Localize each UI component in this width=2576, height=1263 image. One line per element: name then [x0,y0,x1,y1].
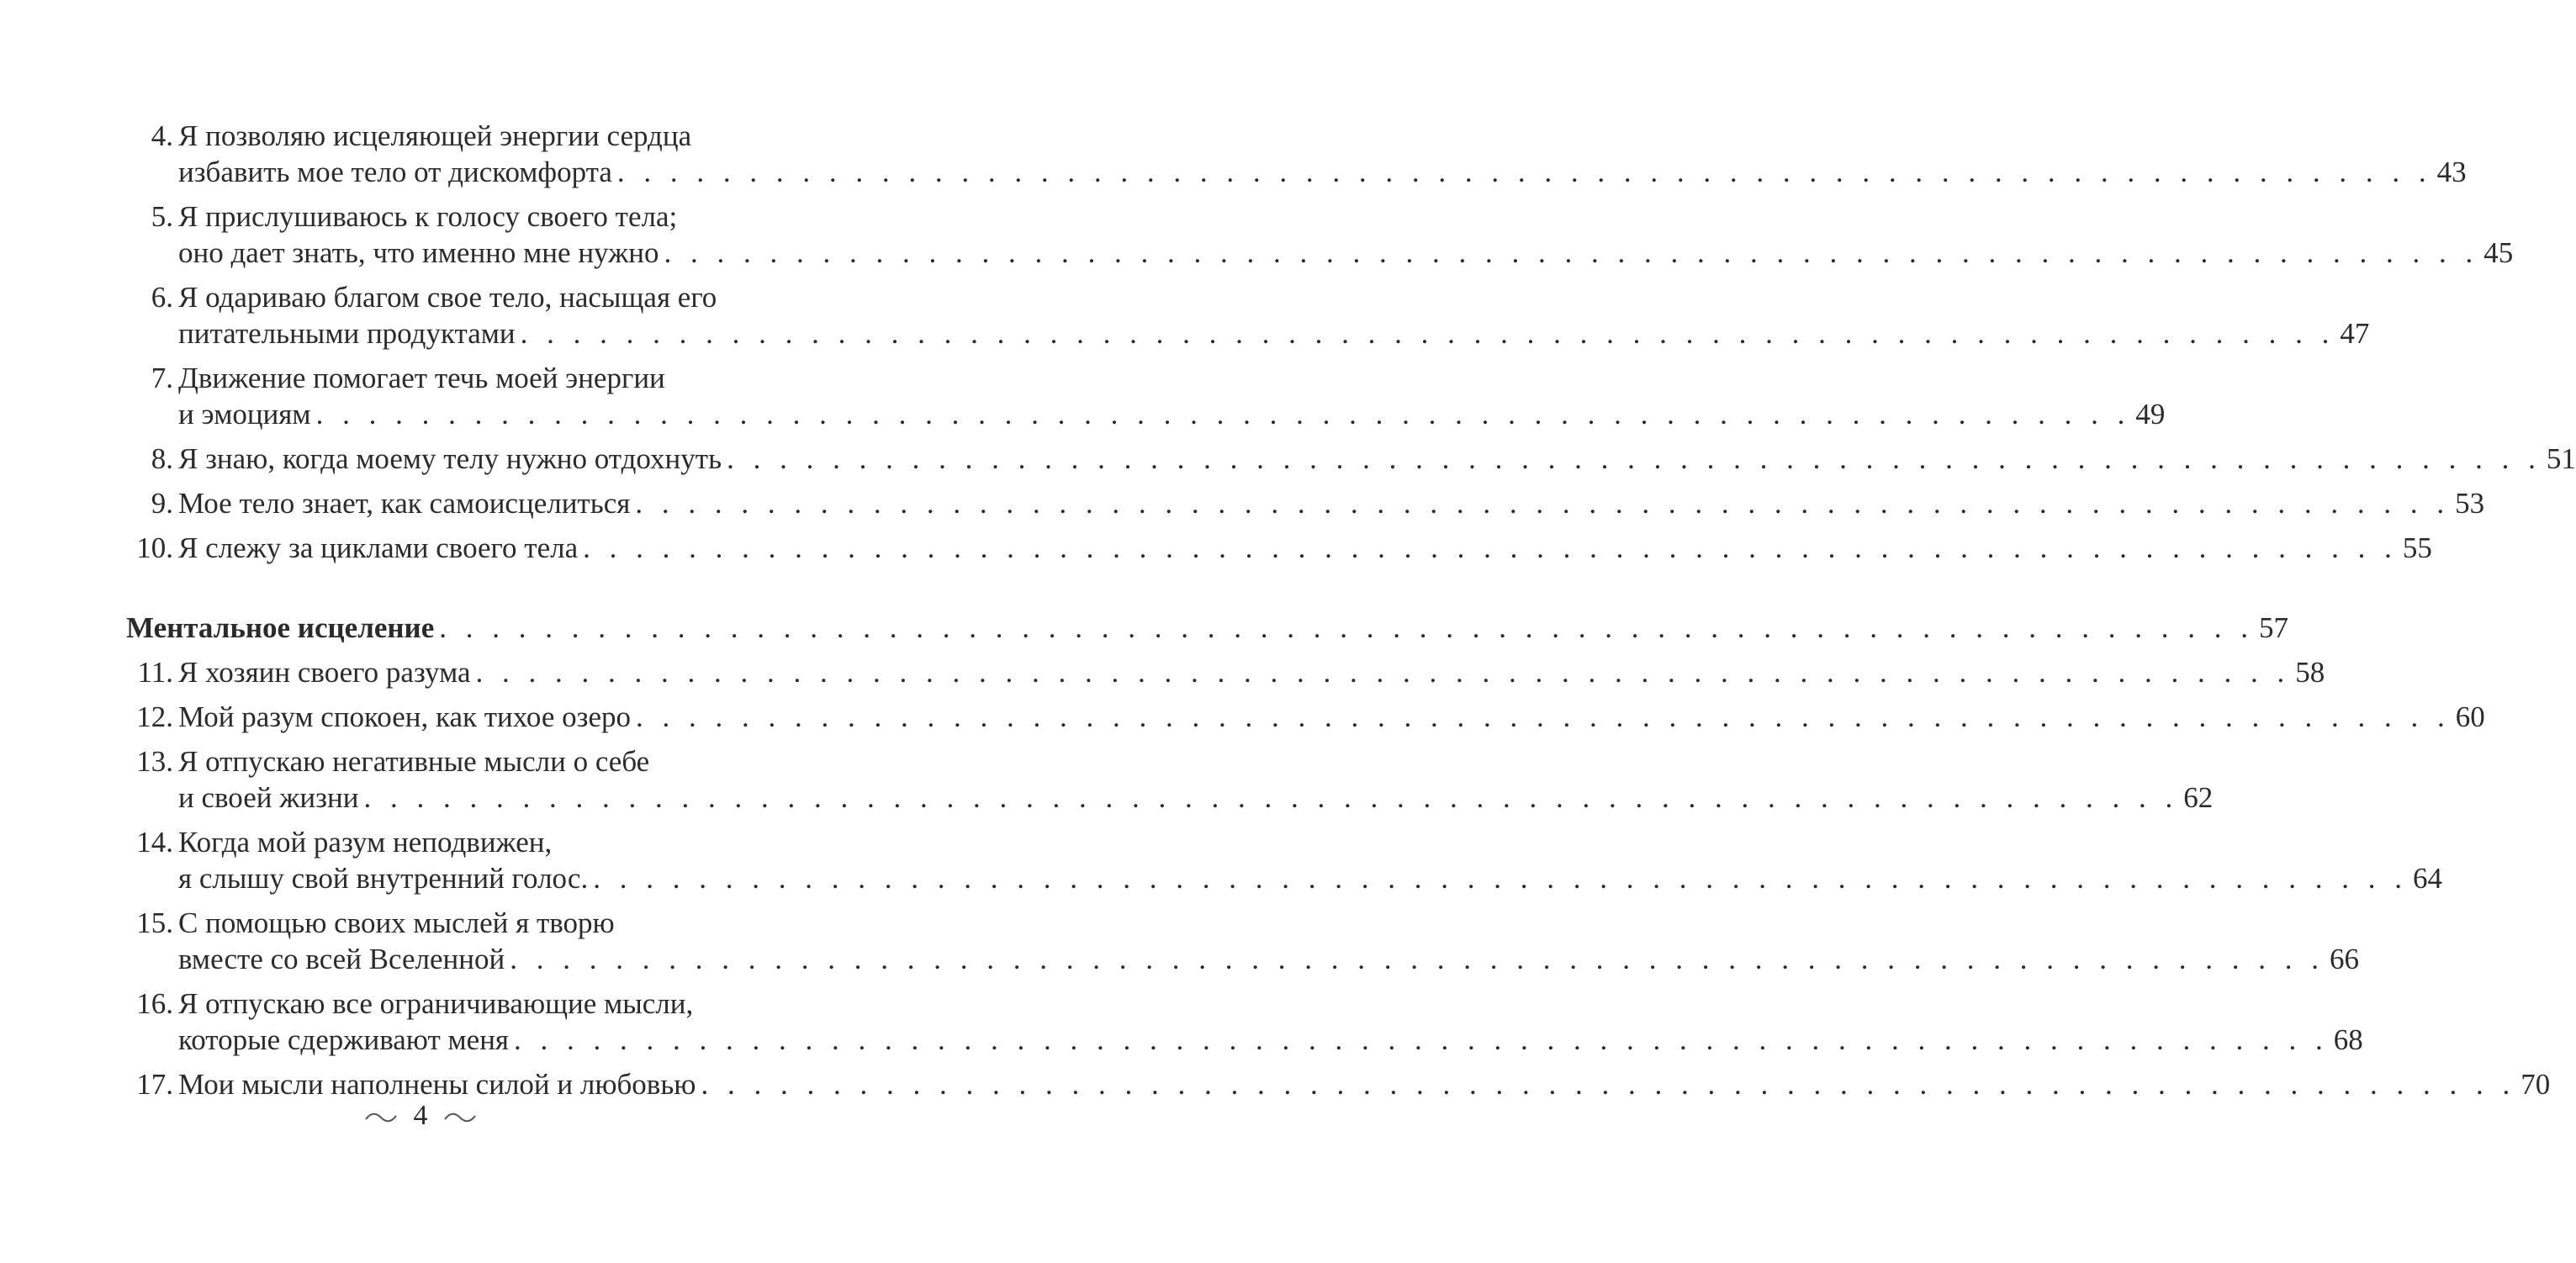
leader-dots: . . . . . . . . . . . . . . . . . . . . . . . . . . . . . . . . . . . . . . . . . . . . . . . . . . . . . . . . . . . . . . . . . . . . . [616,156,2432,188]
leader-dots: . . . . . . . . . . . . . . . . . . . . . . . . . . . . . . . . . . . . . . . . . . . . . . . . . . . . . . . . . . . . . . . . . . . . . [727,442,2542,475]
leader-dots: . . . . . . . . . . . . . . . . . . . . . . . . . . . . . . . . . . . . . . . . . . . . . . . . . . . . . . . . . . . . . . . . . . . . . [363,781,2179,814]
toc-entry[interactable] [126,743,2214,816]
entry-page-number: 53 [2455,487,2485,520]
entry-page-number: 70 [2520,1068,2551,1101]
entry-page-number: 55 [2402,531,2432,564]
leader-dots: . . . . . . . . . . . . . . . . . . . . . . . . . . . . . . . . . . . . . . . . . . . . . . . . . . . . . . . . . . . . . . . . . . . . . [439,611,2254,644]
entry-number: 8. [151,442,173,475]
entry-number: 17. [136,1068,173,1101]
toc-entry[interactable] [126,198,2514,271]
entry-page-number: 64 [2412,862,2442,895]
leader-dots: . . . . . . . . . . . . . . . . . . . . . . . . . . . . . . . . . . . . . . . . . . . . . . . . . . . . . . . . . . . . . . . . . . . . . [701,1068,2516,1101]
entry-title-line: вместе со всей Вселенной [178,943,505,975]
entry-title-line: Мои мысли наполнены силой и любовью [178,1068,696,1101]
toc-entry[interactable] [126,530,2432,566]
leader-dots: . . . . . . . . . . . . . . . . . . . . . . . . . . . . . . . . . . . . . . . . . . . . . . . . . . . . . . . . . . . . . . . . . . . . . [593,862,2408,895]
entry-title-line: Движение помогает течь моей энергии [178,362,665,394]
entry-title-line: и своей жизни [178,781,359,814]
entry-title-line: Я позволяю исцеляющей энергии сердца [178,119,692,152]
leader-dots: . . . . . . . . . . . . . . . . . . . . . . . . . . . . . . . . . . . . . . . . . . . . . . . . . . . . . . . . . . . . . . . . . . . . . [520,317,2335,350]
toc-entry[interactable] [126,441,2576,477]
page-number: 4 [413,1100,428,1131]
leader-dots: . . . . . . . . . . . . . . . . . . . . . . . . . . . . . . . . . . . . . . . . . . . . . . . . . . . . . . . . . . . . . . . . . . . . . [635,487,2451,520]
entry-number: 15. [136,906,173,939]
toc-section-heading[interactable] [126,610,2288,646]
entry-title-line: Мое тело знает, как самоисцелиться [178,487,631,520]
entry-number: 5. [151,200,173,233]
entry-title-line: я слышу свой внутренний голос. [178,862,589,895]
swirl-right-icon [443,1111,477,1124]
section-title: Ментальное исцеление [126,611,435,644]
entry-title-line: Когда мой разум неподвижен, [178,826,553,859]
entry-number: 12. [136,700,173,733]
leader-dots: . . . . . . . . . . . . . . . . . . . . . . . . . . . . . . . . . . . . . . . . . . . . . . . . . . . . . . . . . . . . . . . . . . . . . [664,236,2479,269]
section-page-number: 57 [2259,611,2288,644]
entry-title-line: Я прислушиваюсь к голосу своего тела; [178,200,678,233]
toc-entry[interactable] [126,654,2325,690]
entry-title-line: Я одариваю благом свое тело, насыщая его [178,281,717,314]
entry-title-line: Я отпускаю все ограничивающие мысли, [178,987,694,1020]
entry-number: 6. [151,281,173,314]
entry-page-number: 58 [2295,656,2325,689]
entry-page-number: 43 [2436,156,2467,188]
entry-number: 9. [151,487,173,520]
entry-title-line: Я слежу за циклами своего тела [178,531,579,564]
leader-dots: . . . . . . . . . . . . . . . . . . . . . . . . . . . . . . . . . . . . . . . . . . . . . . . . . . . . . . . . . . . . . . . . . . . . . [583,531,2398,564]
entry-number: 14. [136,826,173,859]
entry-title-line: Мой разум спокоен, как тихое озеро [178,700,632,733]
entry-title-line: избавить мое тело от дискомфорта [178,156,612,188]
entry-title-line: Я хозяин своего разума [178,656,471,689]
entry-number: 10. [136,531,173,564]
entry-number: 7. [151,362,173,394]
swirl-left-icon [364,1111,398,1124]
leader-dots: . . . . . . . . . . . . . . . . . . . . . . . . . . . . . . . . . . . . . . . . . . . . . . . . . . . . . . . . . . . . . . . . . . . . . [475,656,2291,689]
entry-page-number: 60 [2455,700,2485,733]
entry-title-line: которые сдерживают меня [178,1023,510,1056]
leader-dots: . . . . . . . . . . . . . . . . . . . . . . . . . . . . . . . . . . . . . . . . . . . . . . . . . . . . . . . . . . . . . . . . . . . . . [510,943,2325,975]
entry-title-line: Я отпускаю негативные мысли о себе [178,745,650,778]
page-folio [0,1100,841,1132]
toc-entry[interactable] [126,986,2363,1058]
toc-entry[interactable] [126,118,2467,190]
toc-entry[interactable] [126,360,2166,432]
entry-page-number: 68 [2333,1023,2363,1056]
entry-title-line: оно дает знать, что именно мне нужно [178,236,659,269]
entry-title-line: Я знаю, когда моему телу нужно отдохнуть [178,442,722,475]
entry-page-number: 49 [2135,398,2166,431]
table-of-contents [126,118,2576,1102]
entry-title-line: питательными продуктами [178,317,516,350]
entry-number: 4. [151,119,173,152]
toc-entry[interactable] [126,485,2485,521]
entry-page-number: 62 [2183,781,2214,814]
toc-entry[interactable] [126,279,2370,351]
entry-page-number: 47 [2340,317,2370,350]
entry-title-line: С помощью своих мыслей я творю [178,906,615,939]
leader-dots: . . . . . . . . . . . . . . . . . . . . . . . . . . . . . . . . . . . . . . . . . . . . . . . . . . . . . . . . . . . . . . . . . . . . . [514,1023,2329,1056]
entry-number: 13. [136,745,173,778]
toc-entry[interactable] [126,905,2359,977]
toc-entry[interactable] [126,699,2485,735]
leader-dots: . . . . . . . . . . . . . . . . . . . . . . . . . . . . . . . . . . . . . . . . . . . . . . . . . . . . . . . . . . . . . . . . . . . . . [315,398,2131,431]
entry-page-number: 66 [2329,943,2359,975]
toc-entry[interactable] [126,824,2442,896]
entry-number: 16. [136,987,173,1020]
leader-dots: . . . . . . . . . . . . . . . . . . . . . . . . . . . . . . . . . . . . . . . . . . . . . . . . . . . . . . . . . . . . . . . . . . . . . [636,700,2451,733]
entry-page-number: 45 [2483,236,2514,269]
entry-title-line: и эмоциям [178,398,311,431]
entry-page-number: 51 [2546,442,2576,475]
entry-number: 11. [137,656,173,689]
toc-entry[interactable] [126,1066,2551,1102]
